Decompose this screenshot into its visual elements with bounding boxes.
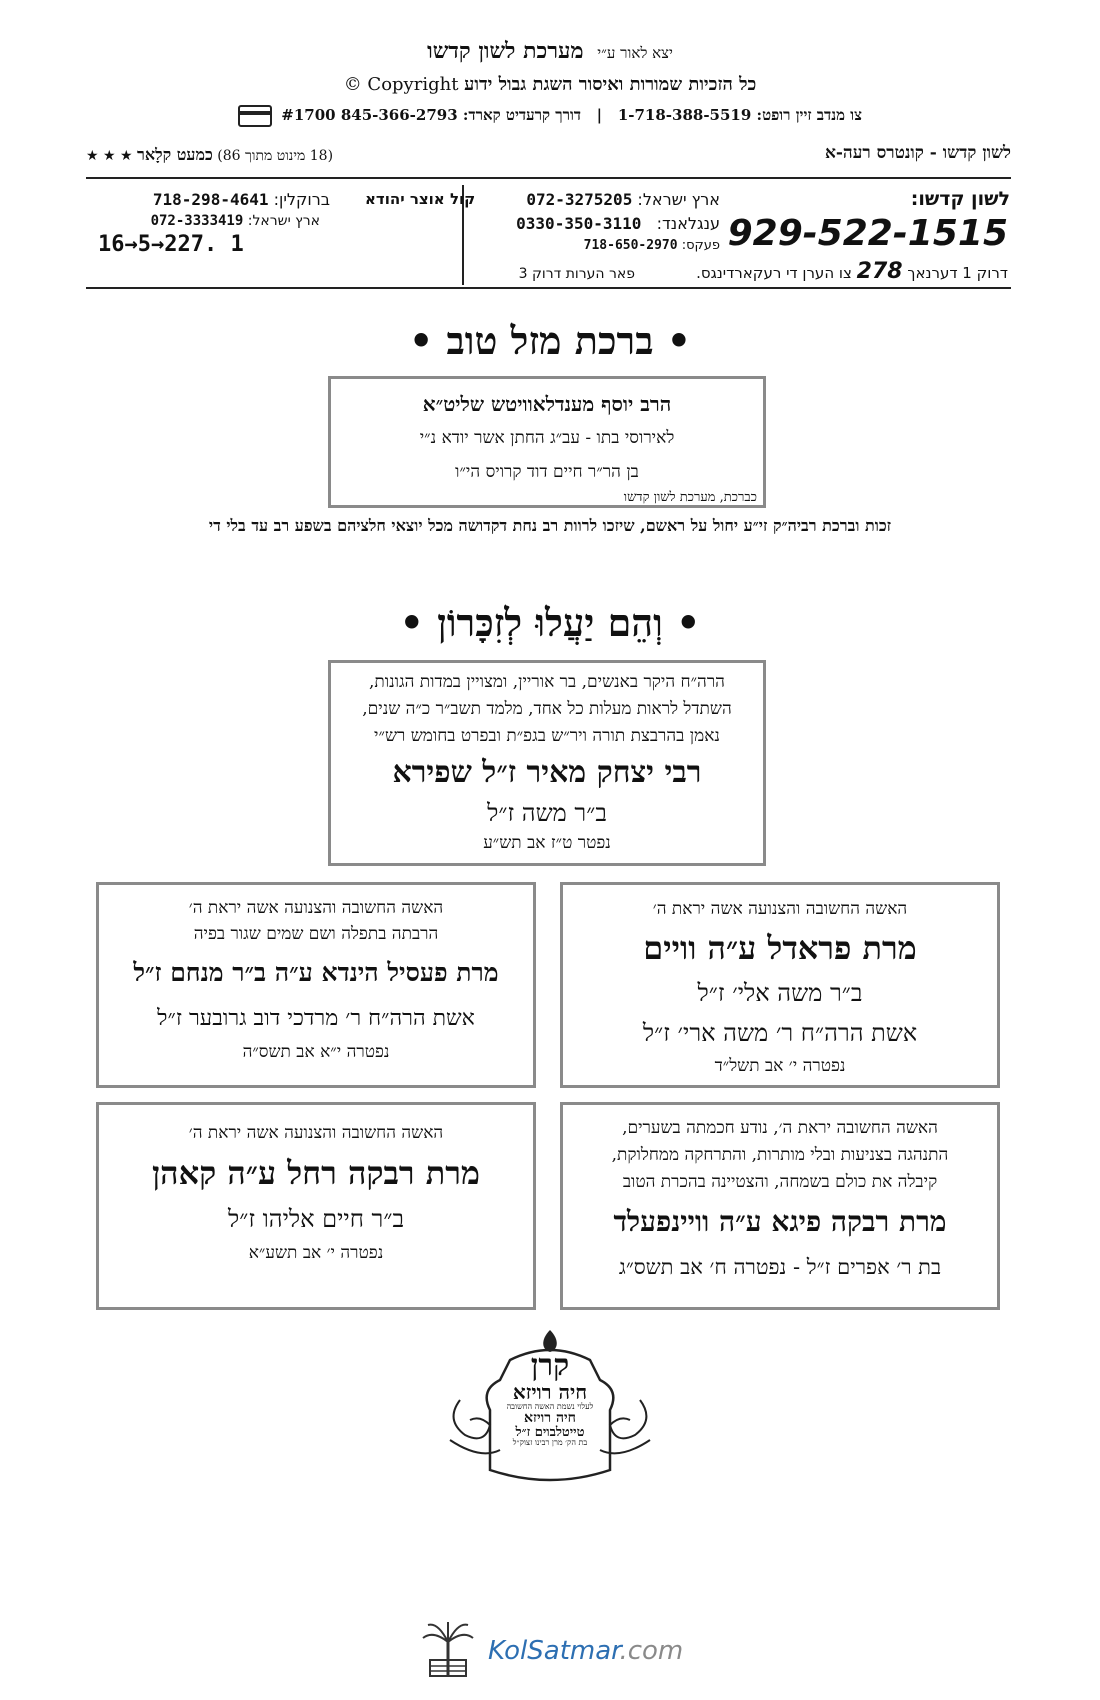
box-b-name: מרת פעסיל הינדא ע״ה ב״ר מנחם ז״ל <box>133 958 499 987</box>
contact-label: צו מנדב זיין רופט: <box>756 106 862 124</box>
england-phone[interactable]: 0330-350-3110 <box>516 214 642 233</box>
memorial-box-d <box>96 1102 536 1310</box>
contact-separator: | <box>596 106 603 124</box>
kol-israel-label: ארץ ישראל: <box>247 213 320 229</box>
logo-line4: חיה רויזא <box>524 1409 576 1426</box>
credit-number[interactable]: 845-366-2793 #1700 <box>281 106 458 124</box>
kol-israel-phone[interactable]: 072-3333419 <box>150 213 244 229</box>
footer-brand-name: KolSatmar <box>488 1636 620 1666</box>
keren-logo <box>440 1320 660 1500</box>
lashon-phone[interactable]: 929-522-1515 <box>727 213 1008 254</box>
zchus-line: זכות וברכת רביה״ק זי״ע יחול על ראשם, שיזכו לרוות רב נחת דקדושה מכל יוצאי חלציהם בשפע רב עד בלי די <box>208 516 892 535</box>
credit-card-icon <box>238 105 272 127</box>
logo-line1: קרן <box>530 1348 570 1383</box>
publisher-header <box>0 38 1100 64</box>
divider-top <box>86 177 1011 179</box>
contact-phone[interactable]: 1-718-388-5519 <box>617 106 752 124</box>
box-a-l1: האשה החשובה והצנועה אשה יראת ה׳ <box>652 899 908 919</box>
mazel-tov-title: • ברכת מזל טוב • <box>408 318 692 363</box>
box-b-l2: הרבתה בתפלה ושם שמים שגור בפיה <box>193 924 439 944</box>
box-a-name: מרת פראדל ע״ה וויים <box>643 929 917 967</box>
box-b-l1: האשה החשובה והצנועה אשה יראת ה׳ <box>188 898 444 918</box>
rating-stars: ★ ★ ★ <box>86 148 133 164</box>
box-a-date: נפטרה י׳ אב תשל״ד <box>714 1056 846 1076</box>
mazel-line2: לאירוסי בתו - עב״ג החתן אשר יודא נ״י <box>419 428 675 448</box>
kol-sequence: 16→5→227. 1 <box>98 232 244 257</box>
box-c-name: מרת רבקה פיגא ע״ה וויינפעלד <box>613 1205 947 1238</box>
box-d-father: ב״ר חיים אליהו ז״ל <box>227 1205 405 1233</box>
main-l1: הרה״ח היקר באנשים, בר אוריין, ומצויין במדות הגונות, <box>369 672 725 692</box>
memorial-box-c <box>560 1102 1000 1310</box>
kol-israel-line <box>151 213 320 229</box>
israel-phone[interactable]: 072-3275205 <box>526 190 633 209</box>
fax-label: פעקס: <box>681 238 720 253</box>
kol-title: קול אוצר יהודא <box>365 190 476 208</box>
publisher-title: מערכת לשון קדשו <box>427 38 584 64</box>
lashon-note-a: דרוק 1 דערנאך <box>907 264 1008 282</box>
copyright-line <box>0 74 1100 95</box>
footer-domain: .com <box>619 1636 684 1666</box>
footer-text <box>488 1636 683 1666</box>
memorial-title: • וְהֵם יַעֲלוּ לְזִכָּרוֹן • <box>399 600 701 645</box>
main-father: ב״ר משה ז״ל <box>487 799 607 827</box>
lashon-note <box>696 259 1008 284</box>
main-date: נפטר ט״ז אב תש״ע <box>483 833 611 853</box>
box-d-date: נפטרה י׳ אב תשע״א <box>248 1243 384 1263</box>
topline-left <box>86 145 333 165</box>
england-label: ענגלאנד: <box>656 214 720 233</box>
logo-line3: לעלוי נשמת האשה החשובה <box>506 1401 594 1411</box>
main-l3: נאמן בהרבצת תורה ויר״ש בגפ״ת ובפרט בחומש רש״י <box>374 726 720 746</box>
lashon-title: לשון קדשו: <box>910 188 1010 210</box>
publisher-prefix: יצא לאור ע״י <box>597 44 673 62</box>
brooklyn-phone[interactable]: 718-298-4641 <box>152 190 269 209</box>
memorial-box-a <box>560 882 1000 1088</box>
england-line <box>516 214 720 233</box>
topline-title: לשון קדשו - קונטרס רעה-א <box>824 143 1011 163</box>
box-c-l3: קיבלה את כולם בשמחה, והצטיינה בהכרת הטוב <box>622 1172 938 1192</box>
box-d-name: מרת רבקה רחל ע״ה קאהן <box>152 1154 480 1192</box>
main-l2: השתדל לראות מעלות כל אחד, מלמד תשב״ר כ״ה שנים, <box>362 699 732 719</box>
status-title: כמעט קלָאר <box>137 145 213 164</box>
mazel-tov-box <box>328 376 766 508</box>
fax-line <box>584 238 720 253</box>
mazel-line1: הרב יוסף מענדלאוויטש שליט״א <box>422 392 672 416</box>
logo-line5: טייטלבוים ז״ל <box>515 1424 585 1440</box>
mazel-signature: כברכת, מערכת לשון קדשו <box>623 490 757 505</box>
footer-brand[interactable] <box>418 1620 684 1680</box>
fax-phone[interactable]: 718-650-2970 <box>583 238 678 253</box>
palm-tree-icon <box>418 1620 478 1680</box>
logo-line6: בת הק׳ מרן רבינו זצוק״ל <box>512 1438 588 1448</box>
minutes-note: (18 מינוט מתוך 86) <box>217 148 334 164</box>
box-c-father: בת ר׳ אפרים ז״ל - נפטרה ח׳ אב תשס״ג <box>618 1255 942 1279</box>
brooklyn-line <box>153 190 330 209</box>
mazel-line3: בן הר״ר חיים דוד קרויס הי״ו <box>455 462 639 482</box>
box-a-father: ב״ר משה אלי׳ ז״ל <box>697 979 863 1007</box>
brooklyn-label: ברוקלין: <box>273 190 330 209</box>
credit-label: דורך קרעדיט קארד: <box>462 106 581 124</box>
box-b-date: נפטרה י״א אב תשס״ה <box>242 1042 390 1062</box>
topline <box>86 143 1011 169</box>
memorial-box-b <box>96 882 536 1088</box>
box-d-l1: האשה החשובה והצנועה אשה יראת ה׳ <box>188 1123 444 1143</box>
notes-line: פאר הערות דרוק 3 <box>518 266 635 282</box>
copyright-english: Copyright © <box>343 74 459 95</box>
box-c-l2: התנהגה בצניעות ובלי מותרות, והתרחקה ממחלוקת, <box>611 1145 949 1165</box>
keren-logo-text <box>440 1350 660 1448</box>
israel-label: ארץ ישראל: <box>637 190 720 209</box>
box-a-husband: אשת הרה״ח ר׳ משה ארי׳ ז״ל <box>642 1019 918 1047</box>
logo-line2: חיה רויזא <box>512 1379 588 1404</box>
main-name: רבי יצחק מאיר ז״ל שפירא <box>392 755 702 790</box>
israel-line <box>526 190 720 209</box>
box-b-husband: אשת הרה״ח ר׳ מרדכי דוב גרובער ז״ל <box>157 1006 475 1031</box>
lashon-note-num: 278 <box>856 259 903 284</box>
copyright-hebrew: כל הזכיות שמורות ואיסור השגת גבול ידוע <box>464 74 757 95</box>
box-c-l1: האשה החשובה יראת ה׳, נודע חכמתה בשערים, <box>622 1118 938 1138</box>
lashon-note-b: צו הערן די רעקארדינגס. <box>696 264 852 282</box>
divider-bottom <box>86 287 1011 289</box>
contact-line <box>200 105 900 127</box>
memorial-main-box <box>328 660 766 866</box>
